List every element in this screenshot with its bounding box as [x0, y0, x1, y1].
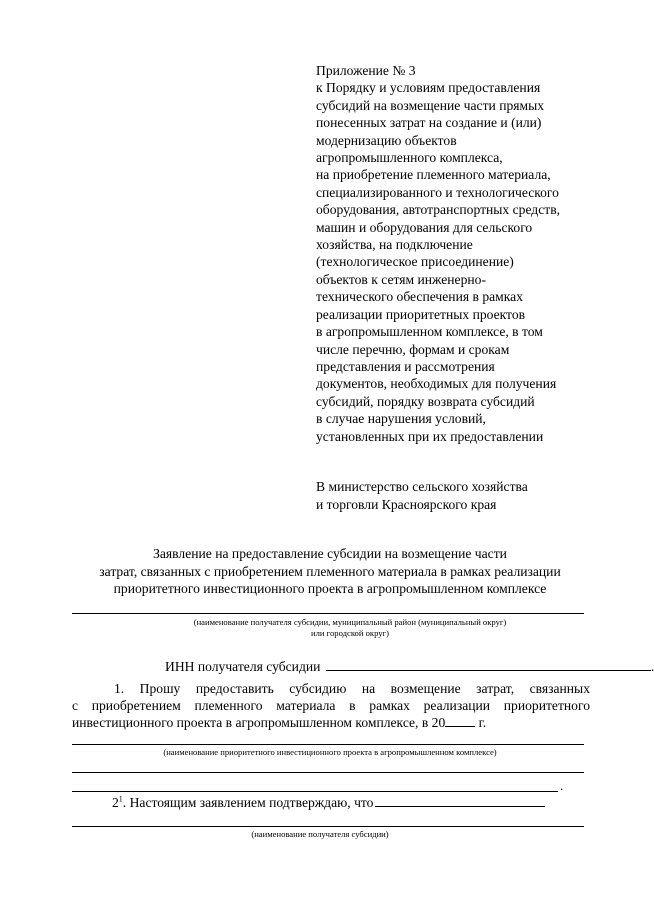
recipient-caption-line: или городской округ)	[311, 628, 389, 638]
title-line: Заявление на предоставление субсидии на возмещение части	[153, 546, 507, 561]
appendix-line: числе перечню, формам и срокам	[316, 341, 510, 357]
appendix-line: агропромышленного комплекса,	[316, 150, 503, 166]
field-end-period: .	[560, 778, 564, 793]
addressee-line: В министерство сельского хозяйства	[316, 479, 528, 494]
appendix-line: хозяйства, на подключение	[316, 237, 473, 253]
recipient-name-field[interactable]	[72, 613, 584, 614]
recipient-caption-line: (наименование получателя субсидии, муниципальный район (муниципальный округ)	[193, 617, 507, 627]
appendix-line: машин и оборудования для сельского	[316, 219, 533, 235]
appendix-line: субсидий, порядку возврата субсидий	[316, 393, 535, 409]
project-name-field-line2[interactable]	[72, 772, 584, 773]
confirm-text: . Настоящим заявлением подтверждаю, что	[122, 795, 374, 810]
paragraph-line: с приобретением племенного материала в рамках реализации приоритетного	[72, 698, 590, 713]
paragraph-text: инвестиционного проекта в агропромышленном комплексе, в 20	[72, 715, 446, 730]
project-caption: (наименование приоритетного инвестиционного проекта в агропромышленном комплексе)	[163, 747, 497, 757]
appendix-line: модернизацию объектов	[316, 132, 457, 148]
confirm-caption: (наименование получателя субсидии)	[251, 829, 389, 839]
confirm-name-field[interactable]	[72, 826, 584, 827]
appendix-line: специализированного и технологического	[316, 184, 559, 200]
appendix-line: объектов к сетям инженерно-	[316, 271, 486, 287]
appendix-line: оборудования, автотранспортных средств,	[316, 202, 561, 218]
request-paragraph	[72, 680, 590, 731]
appendix-line: в случае нарушения условий,	[316, 411, 486, 427]
addressee-block	[316, 478, 528, 514]
paragraph-line: 1. Прошу предоставить субсидию на возмещение затрат, связанных	[114, 681, 590, 696]
addressee-line: и торговли Красноярского края	[316, 497, 497, 512]
inn-field[interactable]	[326, 657, 651, 671]
appendix-line: субсидий на возмещение части прямых	[316, 97, 545, 113]
inn-label: ИНН получателя субсидии	[165, 659, 321, 674]
paragraph-text: г.	[475, 715, 487, 730]
recipient-caption	[140, 617, 560, 639]
year-field[interactable]	[445, 714, 475, 727]
project-name-field-line3[interactable]	[72, 791, 558, 792]
appendix-line: документов, необходимых для получения	[316, 376, 557, 392]
appendix-line: представления и рассмотрения	[316, 358, 495, 374]
appendix-line: понесенных затрат на создание и (или)	[316, 115, 542, 131]
paragraph-line-year	[72, 714, 590, 731]
confirm-row	[112, 793, 545, 812]
appendix-line: на приобретение племенного материала,	[316, 167, 551, 183]
appendix-line: установленных при их предоставлении	[316, 428, 544, 444]
appendix-line: (технологическое присоединение)	[316, 254, 514, 270]
project-name-field[interactable]	[72, 744, 584, 745]
appendix-line: к Порядку и условиям предоставления	[316, 80, 541, 96]
inn-end: .	[650, 659, 654, 674]
title-line: затрат, связанных с приобретением племенного материала в рамках реализации	[99, 563, 561, 579]
confirm-number: 2	[112, 795, 119, 810]
confirm-superscript: 1	[118, 794, 123, 804]
appendix-line: технического обеспечения в рамках	[316, 289, 523, 305]
appendix-line: Приложение № 3	[316, 63, 416, 78]
document-title	[60, 545, 600, 598]
title-line: приоритетного инвестиционного проекта в агропромышленном комплексе	[113, 581, 547, 597]
inn-row	[165, 657, 654, 676]
appendix-header	[316, 62, 606, 445]
appendix-line: реализации приоритетных проектов	[316, 306, 526, 322]
appendix-line: в агропромышленном комплексе, в том	[316, 324, 543, 340]
confirm-field[interactable]	[375, 793, 545, 807]
